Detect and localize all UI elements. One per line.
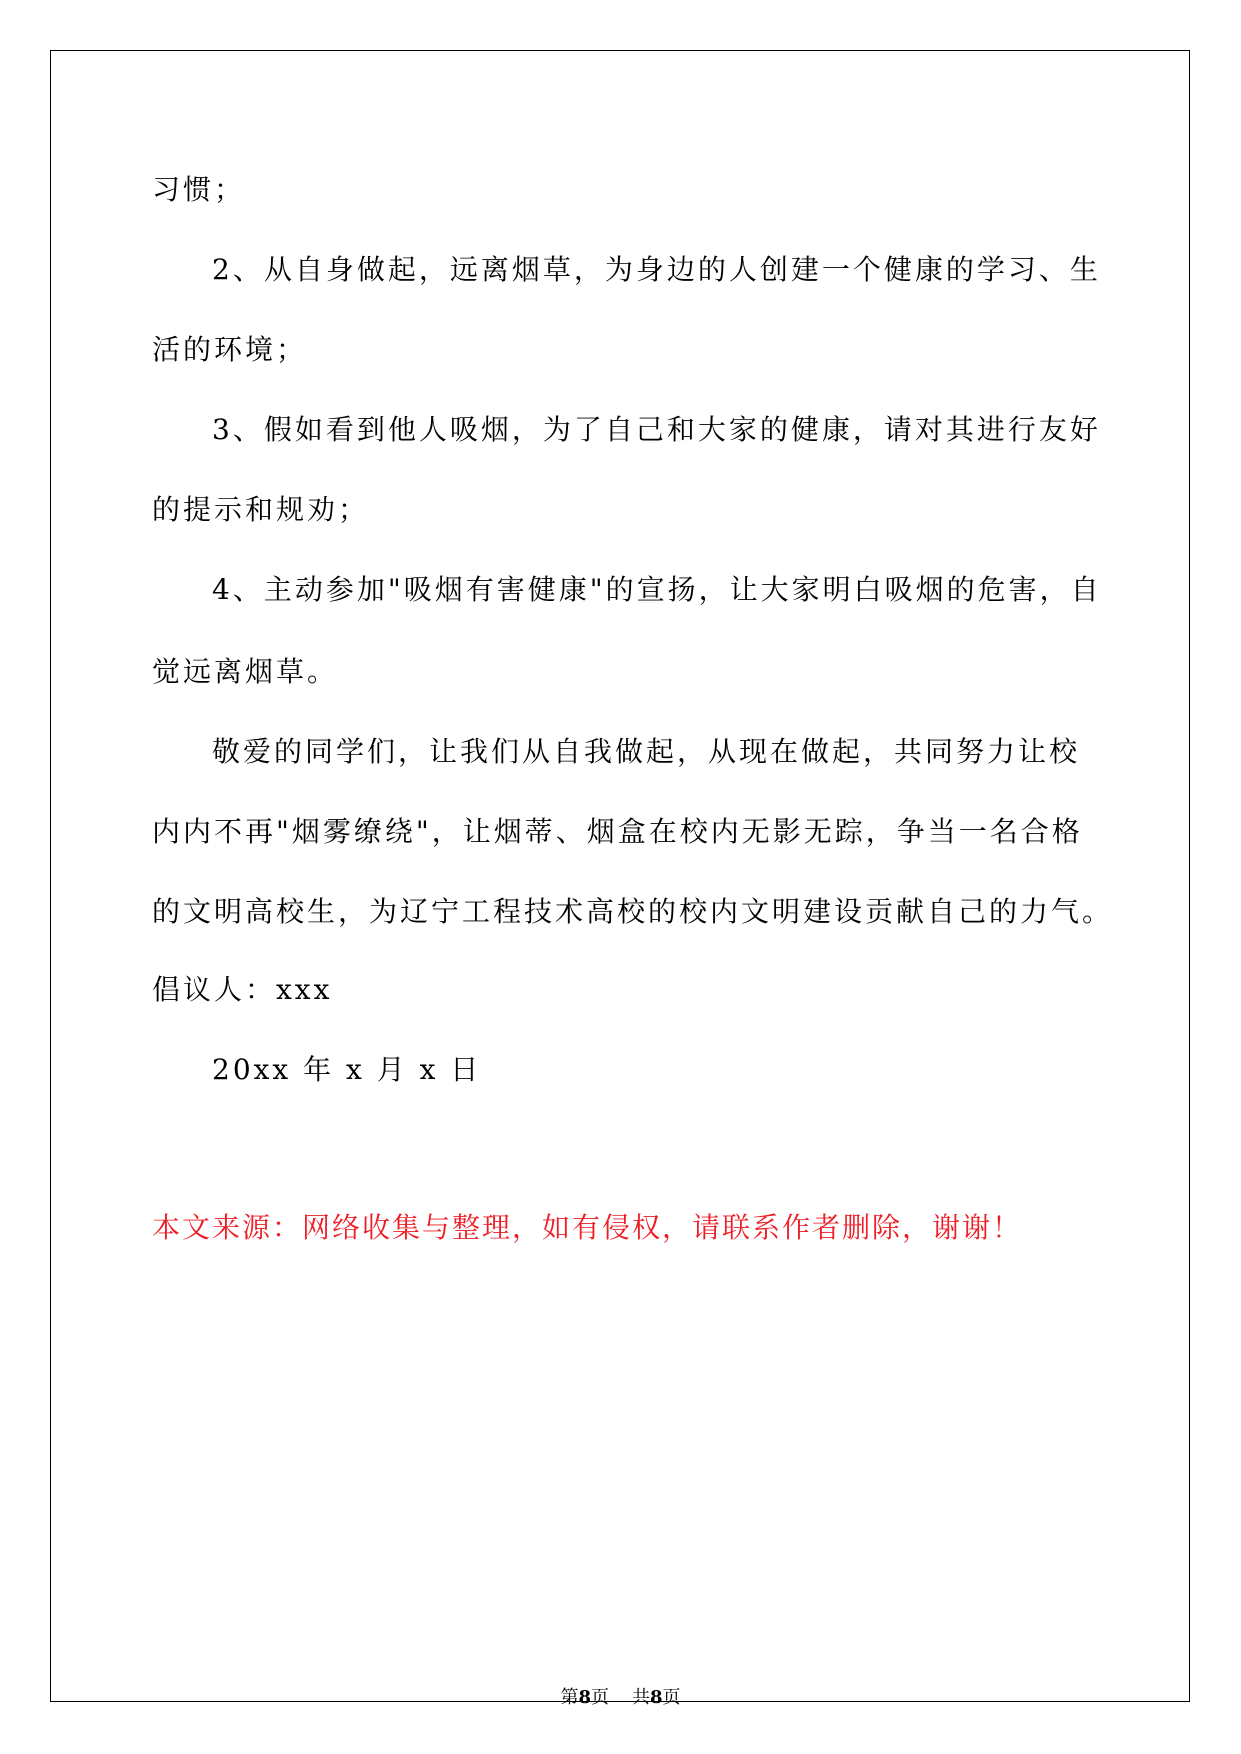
page-border bbox=[50, 50, 1190, 1702]
paragraph-line: 活的环境； bbox=[152, 333, 308, 366]
footer-total-number: 8 bbox=[649, 1687, 663, 1708]
paragraph-line: 的提示和规劝； bbox=[152, 493, 370, 526]
paragraph-line: 内内不再"烟雾缭绕"，让烟蒂、烟盒在校内无影无踪，争当一名合格 bbox=[152, 815, 1083, 848]
signature-line: 倡议人：xxx bbox=[152, 973, 333, 1006]
paragraph-line: 觉远离烟草。 bbox=[152, 655, 339, 688]
footer-total-prefix: 共 bbox=[631, 1687, 650, 1708]
paragraph-line: 3、假如看到他人吸烟，为了自己和大家的健康，请对其进行友好 bbox=[212, 413, 1101, 446]
source-note: 本文来源：网络收集与整理，如有侵权，请联系作者删除，谢谢！ bbox=[152, 1211, 1023, 1244]
paragraph-line: 2、从自身做起，远离烟草，为身边的人创建一个健康的学习、生 bbox=[212, 253, 1101, 286]
footer-page-prefix: 第 bbox=[560, 1687, 579, 1708]
paragraph-line: 敬爱的同学们，让我们从自我做起，从现在做起，共同努力让校 bbox=[212, 735, 1081, 768]
paragraph-line: 4、主动参加"吸烟有害健康"的宣扬，让大家明白吸烟的危害，自 bbox=[212, 573, 1102, 606]
footer-page-number: 8 bbox=[578, 1687, 592, 1708]
paragraph-line: 的文明高校生，为辽宁工程技术高校的校内文明建设贡献自己的力气。 bbox=[152, 895, 1114, 928]
page-footer bbox=[0, 1686, 1241, 1710]
footer-page-suffix: 页 bbox=[591, 1687, 610, 1708]
paragraph-line: 习惯； bbox=[152, 173, 246, 206]
date-line: 20xx 年 x 月 x 日 bbox=[212, 1053, 482, 1086]
footer-total-suffix: 页 bbox=[662, 1687, 681, 1708]
